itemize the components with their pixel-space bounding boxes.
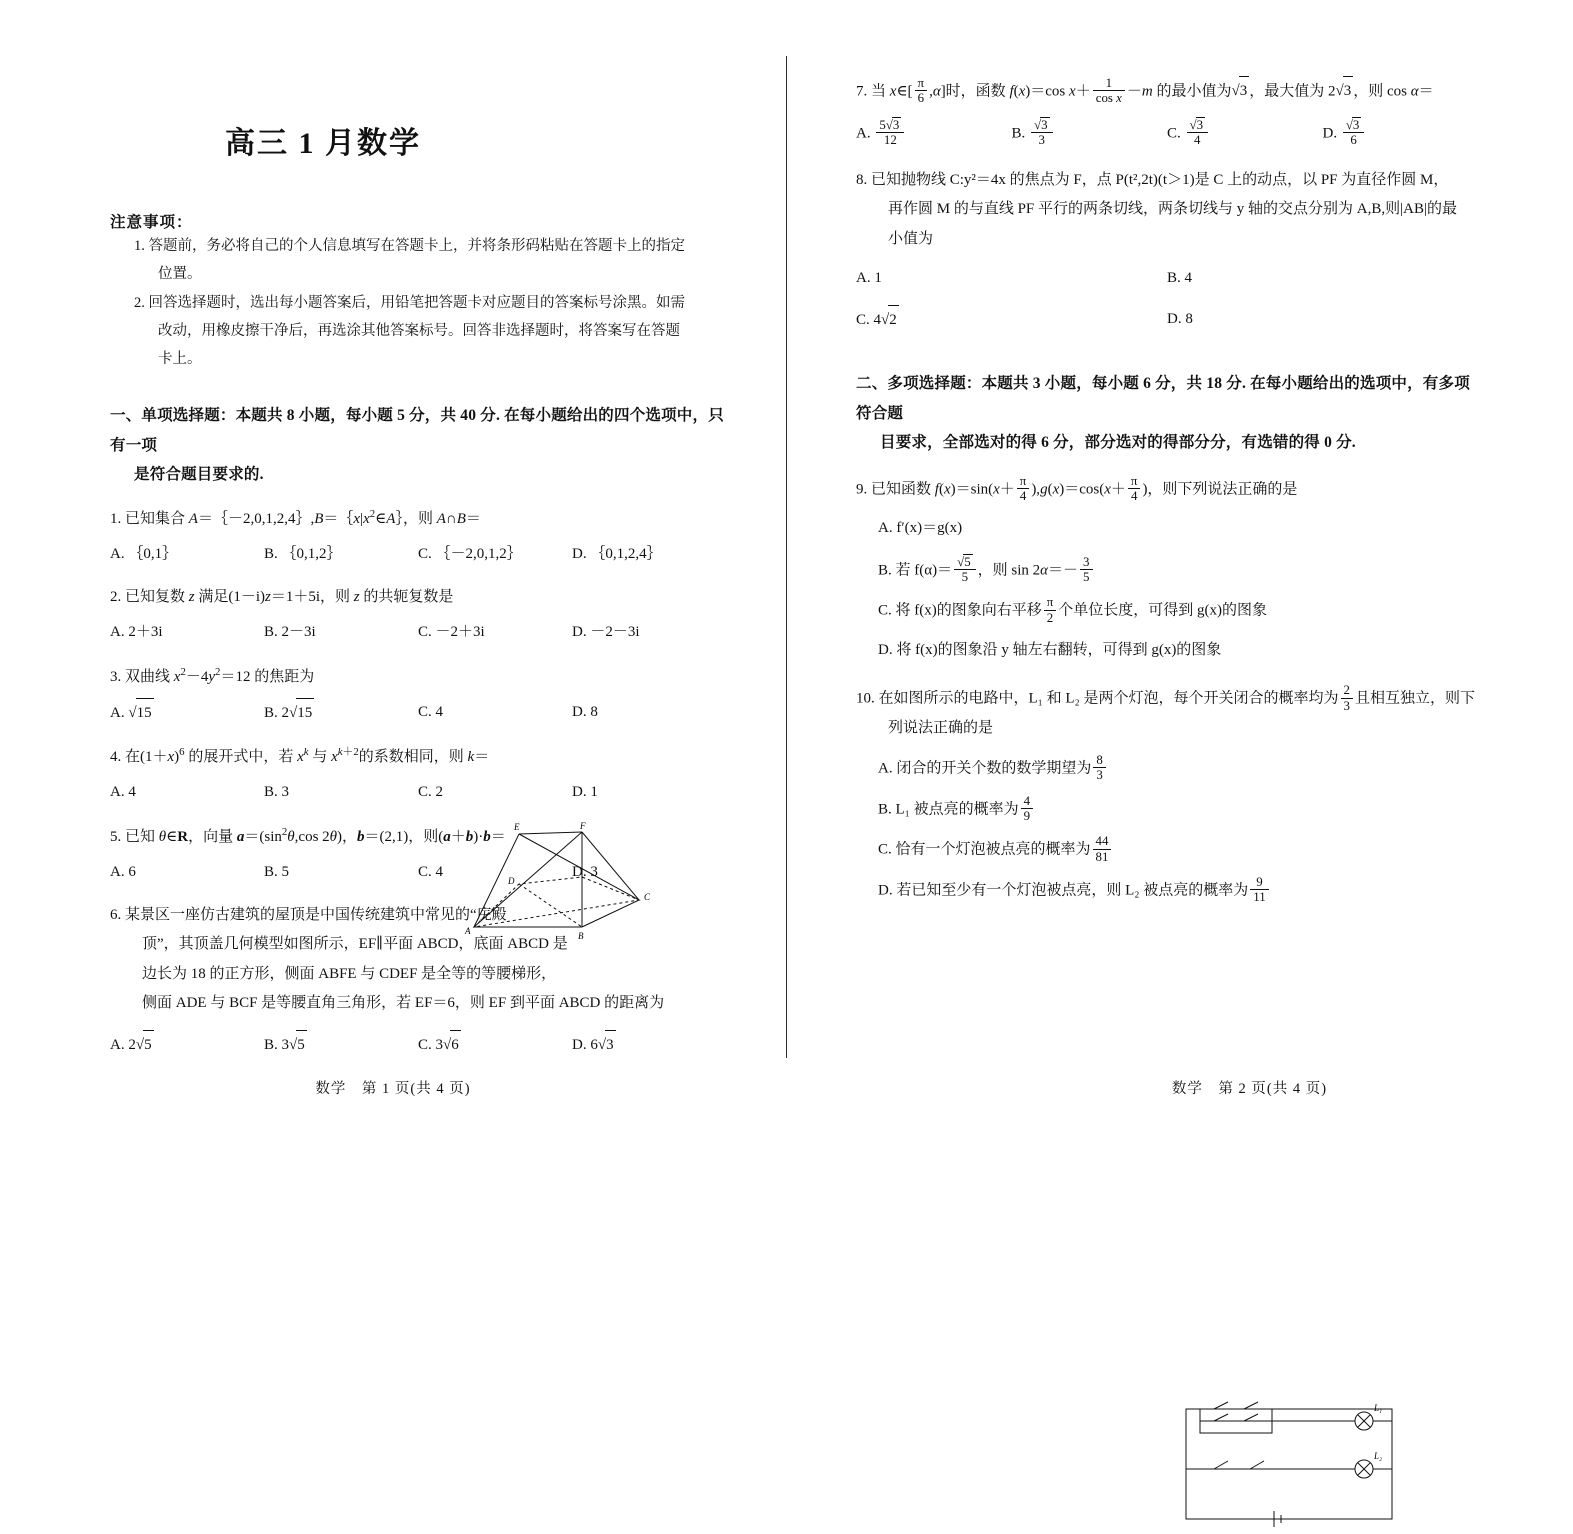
question-10-option-c[interactable]: C. 恰有一个灯泡被点亮的概率为 $\frac{44}{81}$ [878, 834, 1478, 865]
question-2-number: 2. [110, 589, 122, 606]
question-6-line-3: 边长为 18 的正方形，侧面 ABFE 与 CDEF 是全等的等腰梯形， [142, 965, 557, 982]
notice-line-3: 2. 回答选择题时，选出每小题答案后，用铅笔把答题卡对应题目的答案标号涂黑。如需 [134, 294, 685, 311]
svg-text:A: A [465, 926, 471, 937]
question-1-option-a[interactable]: A. ｛0,1｝ [110, 545, 178, 562]
question-10-line-1: 在如图所示的电路中，L₁ 和 L₂ 是两个灯泡，每个开关闭合的概率均为 [878, 690, 1339, 707]
section-multi-choice-heading [856, 369, 1478, 457]
question-3-option-d[interactable]: D. 8 [572, 703, 598, 720]
svg-text:B: B [578, 931, 584, 942]
question-10-option-a[interactable]: A. 闭合的开关个数的数学期望为 $\frac{8}{3}$ [878, 753, 1478, 784]
section-multi-choice-line2: 目要求，全部选对的得 6 分，部分选对的得部分分，有选错的得 0 分. [880, 434, 1356, 452]
question-8-options-row2 [856, 305, 1478, 335]
question-1-number: 1. [110, 510, 122, 527]
question-7-options [856, 117, 1478, 149]
question-10-option-b[interactable]: B. L₁ 被点亮的概率为 $\frac{4}{9}$ [878, 794, 1478, 825]
question-5-stem: 5. 已知 θ∈R，向量 $a=(\sin^2\theta,\cos$ 2θ)，b＝(2,1)，则(a＋b)·b＝ [110, 825, 506, 845]
notice-line-1: 1. 答题前，务必将自己的个人信息填写在答题卡上，并将条形码粘贴在答题卡上的指定 [134, 238, 685, 254]
question-8-number: 8. [856, 172, 868, 189]
question-2-stem: 2. 已知复数 z 满足(1－i)z＝1＋5i，则 z 的共轭复数是 [110, 589, 454, 606]
notice-line-5: 卡上。 [158, 351, 202, 368]
question-6-line-1: 某景区一座仿古建筑的屋顶是中国传统建筑中常见的“庑殿 [125, 907, 507, 924]
svg-text:D: D [508, 876, 515, 887]
question-8-options-row1 [856, 264, 1478, 293]
notice-line-4: 改动，用橡皮擦干净后，再选涂其他答案标号。回答非选择题时，将答案写在答题 [158, 322, 680, 339]
question-7-option-a[interactable]: A. $\frac{5√3}{12}$ [856, 117, 1012, 149]
question-8-option-b[interactable]: B. 4 [1167, 269, 1193, 286]
question-2-option-c[interactable]: C. －2＋3i [418, 624, 485, 641]
question-10-option-d[interactable]: D. 若已知至少有一个灯泡被点亮，则 L₂ 被点亮的概率为 $\frac{9}{11}$ [878, 875, 1478, 906]
question-10-line-2: 列说法正确的是 [888, 719, 994, 736]
question-1-text: 已知集合 [125, 510, 189, 527]
question-8-stem [856, 166, 1478, 195]
question-9-stem: 9. 已知函数 f(x)＝sin(x＋ $\frac{\pi}{4}$ ),g(x)＝cos(x＋ $\frac{\pi}{4}$ )，则下列说法正确的是 [856, 473, 1298, 504]
question-2-option-b[interactable]: B. 2－3i [264, 624, 316, 641]
question-6-option-d[interactable]: D. 6√3 [572, 1030, 726, 1060]
question-10-stem: 10. 在如图所示的电路中，L₁ 和 L₂ 是两个灯泡，每个开关闭合的概率均为 $\frac{2}{3}$ 且相互独立，则下 [856, 683, 1476, 713]
question-8-line-1: 已知抛物线 C:y²＝4x 的焦点为 F，点 P(t²,2t)(t＞1)是 C 上的动点，以 PF 为直径作圆 M， [871, 172, 1449, 189]
section-single-choice-line2: 是符合题目要求的. [134, 466, 264, 484]
question-5-option-b[interactable]: B. 5 [264, 863, 290, 880]
question-3-number: 3. [110, 668, 122, 685]
circuit-diagram-figure [1178, 1399, 1408, 1534]
question-6-line-2: 顶”，其顶盖几何模型如图所示，EF∥平面 ABCD，底面 ABCD 是 [142, 936, 568, 953]
question-4-option-b[interactable]: B. 3 [264, 784, 290, 801]
question-4-option-a[interactable]: A. 4 [110, 784, 136, 801]
notice-line-2: 位置。 [158, 266, 202, 283]
question-7-option-d[interactable]: D. $\frac{√3}{6}$ [1323, 117, 1479, 149]
question-10-line-1-tail: 且相互独立，则下 [1355, 690, 1476, 707]
question-6-option-b[interactable]: B. 3√5 [264, 1030, 418, 1060]
svg-text:E: E [514, 822, 520, 833]
question-9-option-a[interactable]: A. f′(x)＝g(x) [878, 520, 963, 537]
question-4-number: 4. [110, 749, 122, 766]
section-single-choice-heading [110, 401, 726, 489]
lamp-2-label: L₂ [1374, 1451, 1383, 1462]
question-1-stem: 1. 已知集合 $A=\{-2,0,1,2,4\},B=\{x|x^2\in A\}$，则 A∩B＝ [110, 507, 481, 527]
notice-heading: 注意事项： [110, 214, 193, 231]
section-single-choice-line1: 一、单项选择题：本题共 8 小题，每小题 5 分，共 40 分. 在每小题给出的四个选项中，只有一项 [110, 407, 724, 454]
question-5-option-d[interactable]: D. 3 [572, 863, 598, 880]
question-3-option-a[interactable]: A. √15 [110, 698, 264, 728]
question-6-options [110, 1030, 726, 1060]
question-7 [856, 76, 1478, 148]
question-2-option-d[interactable]: D. －2－3i [572, 624, 640, 641]
section-multi-choice-line1: 二、多项选择题：本题共 3 小题，每小题 6 分，共 18 分. 在每小题给出的选项中，有多项符合题 [856, 375, 1470, 422]
question-5-option-c[interactable]: C. 4 [418, 863, 444, 880]
footer-right: 数学 第 2 页(共 4 页) [1171, 1081, 1328, 1097]
notice-item-1 [134, 232, 726, 289]
question-4 [110, 742, 726, 808]
question-10-options [856, 753, 1478, 905]
page-column-left [0, 0, 786, 1138]
lamp-1-label: L₁ [1374, 1403, 1383, 1414]
question-2-option-a[interactable]: A. 2＋3i [110, 624, 163, 641]
question-5-option-a[interactable]: A. 6 [110, 863, 136, 880]
question-3-option-b[interactable]: B. 2√15 [264, 698, 418, 728]
question-4-stem: 4. 在$(1+x)^6$ 的展开式中，若 $x^k$ 与 $x^{k+2}$的系数相同，则 k＝ [110, 746, 490, 766]
svg-text:C: C [644, 892, 651, 903]
question-3-stem: 3. 双曲线 $x^2-4y^2=12$ 的焦距为 [110, 665, 315, 685]
question-6-option-c[interactable]: C. 3√6 [418, 1030, 572, 1060]
question-8-option-a[interactable]: A. 1 [856, 269, 882, 286]
roof-geometry-figure [464, 822, 674, 942]
question-3-options [110, 698, 726, 728]
notice-item-2 [134, 289, 726, 374]
page-column-right [786, 0, 1573, 1462]
footer-left: 数学 第 1 页(共 4 页) [315, 1081, 471, 1097]
question-7-number: 7. [856, 83, 868, 100]
question-3 [110, 662, 726, 729]
question-1 [110, 504, 726, 570]
question-2-options [110, 618, 726, 647]
question-7-option-c[interactable]: C. $\frac{√3}{4}$ [1167, 117, 1323, 149]
question-4-option-c[interactable]: C. 2 [418, 784, 444, 801]
question-8-line-2: 再作圆 M 的与直线 PF 平行的两条切线，两条切线与 y 轴的交点分别为 A,B,则|AB|的最 [888, 201, 1457, 218]
question-9-option-d[interactable]: D. 将 f(x)的图象沿 y 轴左右翻转，可得到 g(x)的图象 [878, 641, 1222, 658]
question-8-option-c[interactable]: C. 4√2 [856, 305, 1167, 335]
question-7-stem: 7. 当 x∈[ $\frac{\pi}{6}$ ,α]时，函数 f(x)＝cos x＋ $\frac{1}{\text{cos x}}$ －m 的最小值为√3 ，最大值为 2√3 ，则 cos α＝ [856, 76, 1434, 106]
question-10-number: 10. [856, 690, 875, 707]
question-1-options [110, 540, 726, 569]
question-8-line-3: 小值为 [888, 230, 934, 247]
question-7-option-b[interactable]: B. $\frac{√3}{3}$ [1012, 117, 1168, 149]
question-1-option-b[interactable]: B. ｛0,1,2｝ [264, 545, 342, 562]
question-4-option-d[interactable]: D. 1 [572, 784, 598, 801]
question-9-option-c[interactable]: C. 将 f(x)的图象向右平移 $\frac{\pi}{2}$ 个单位长度，可得到 g(x)的图象 [878, 595, 1268, 625]
question-2 [110, 583, 726, 648]
question-8-option-d[interactable]: D. 8 [1167, 311, 1193, 328]
question-6-option-a[interactable]: A. 2√5 [110, 1030, 264, 1060]
question-8 [856, 166, 1478, 335]
svg-text:F: F [580, 822, 586, 832]
question-9-number: 9. [856, 481, 868, 498]
question-9-option-b[interactable]: B. 若 f(α)＝ $\frac{√5}{5}$ ，则 sin 2α＝－ $\frac{3}{5}$ [878, 554, 1478, 586]
question-5-number: 5. [110, 828, 122, 845]
question-1-option-d[interactable]: D. ｛0,1,2,4｝ [572, 545, 662, 562]
question-6-number: 6. [110, 907, 122, 924]
question-1-option-c[interactable]: C. ｛－2,0,1,2｝ [418, 545, 522, 562]
question-6-line-4: 侧面 ADE 与 BCF 是等腰直角三角形，若 EF＝6，则 EF 到平面 ABCD 的距离为 [142, 994, 665, 1011]
question-9 [856, 474, 1478, 665]
question-3-option-c[interactable]: C. 4 [418, 703, 444, 720]
question-9-options [856, 514, 1478, 665]
page-title: 高三 1 月数学 [225, 127, 421, 160]
question-4-options [110, 778, 726, 807]
